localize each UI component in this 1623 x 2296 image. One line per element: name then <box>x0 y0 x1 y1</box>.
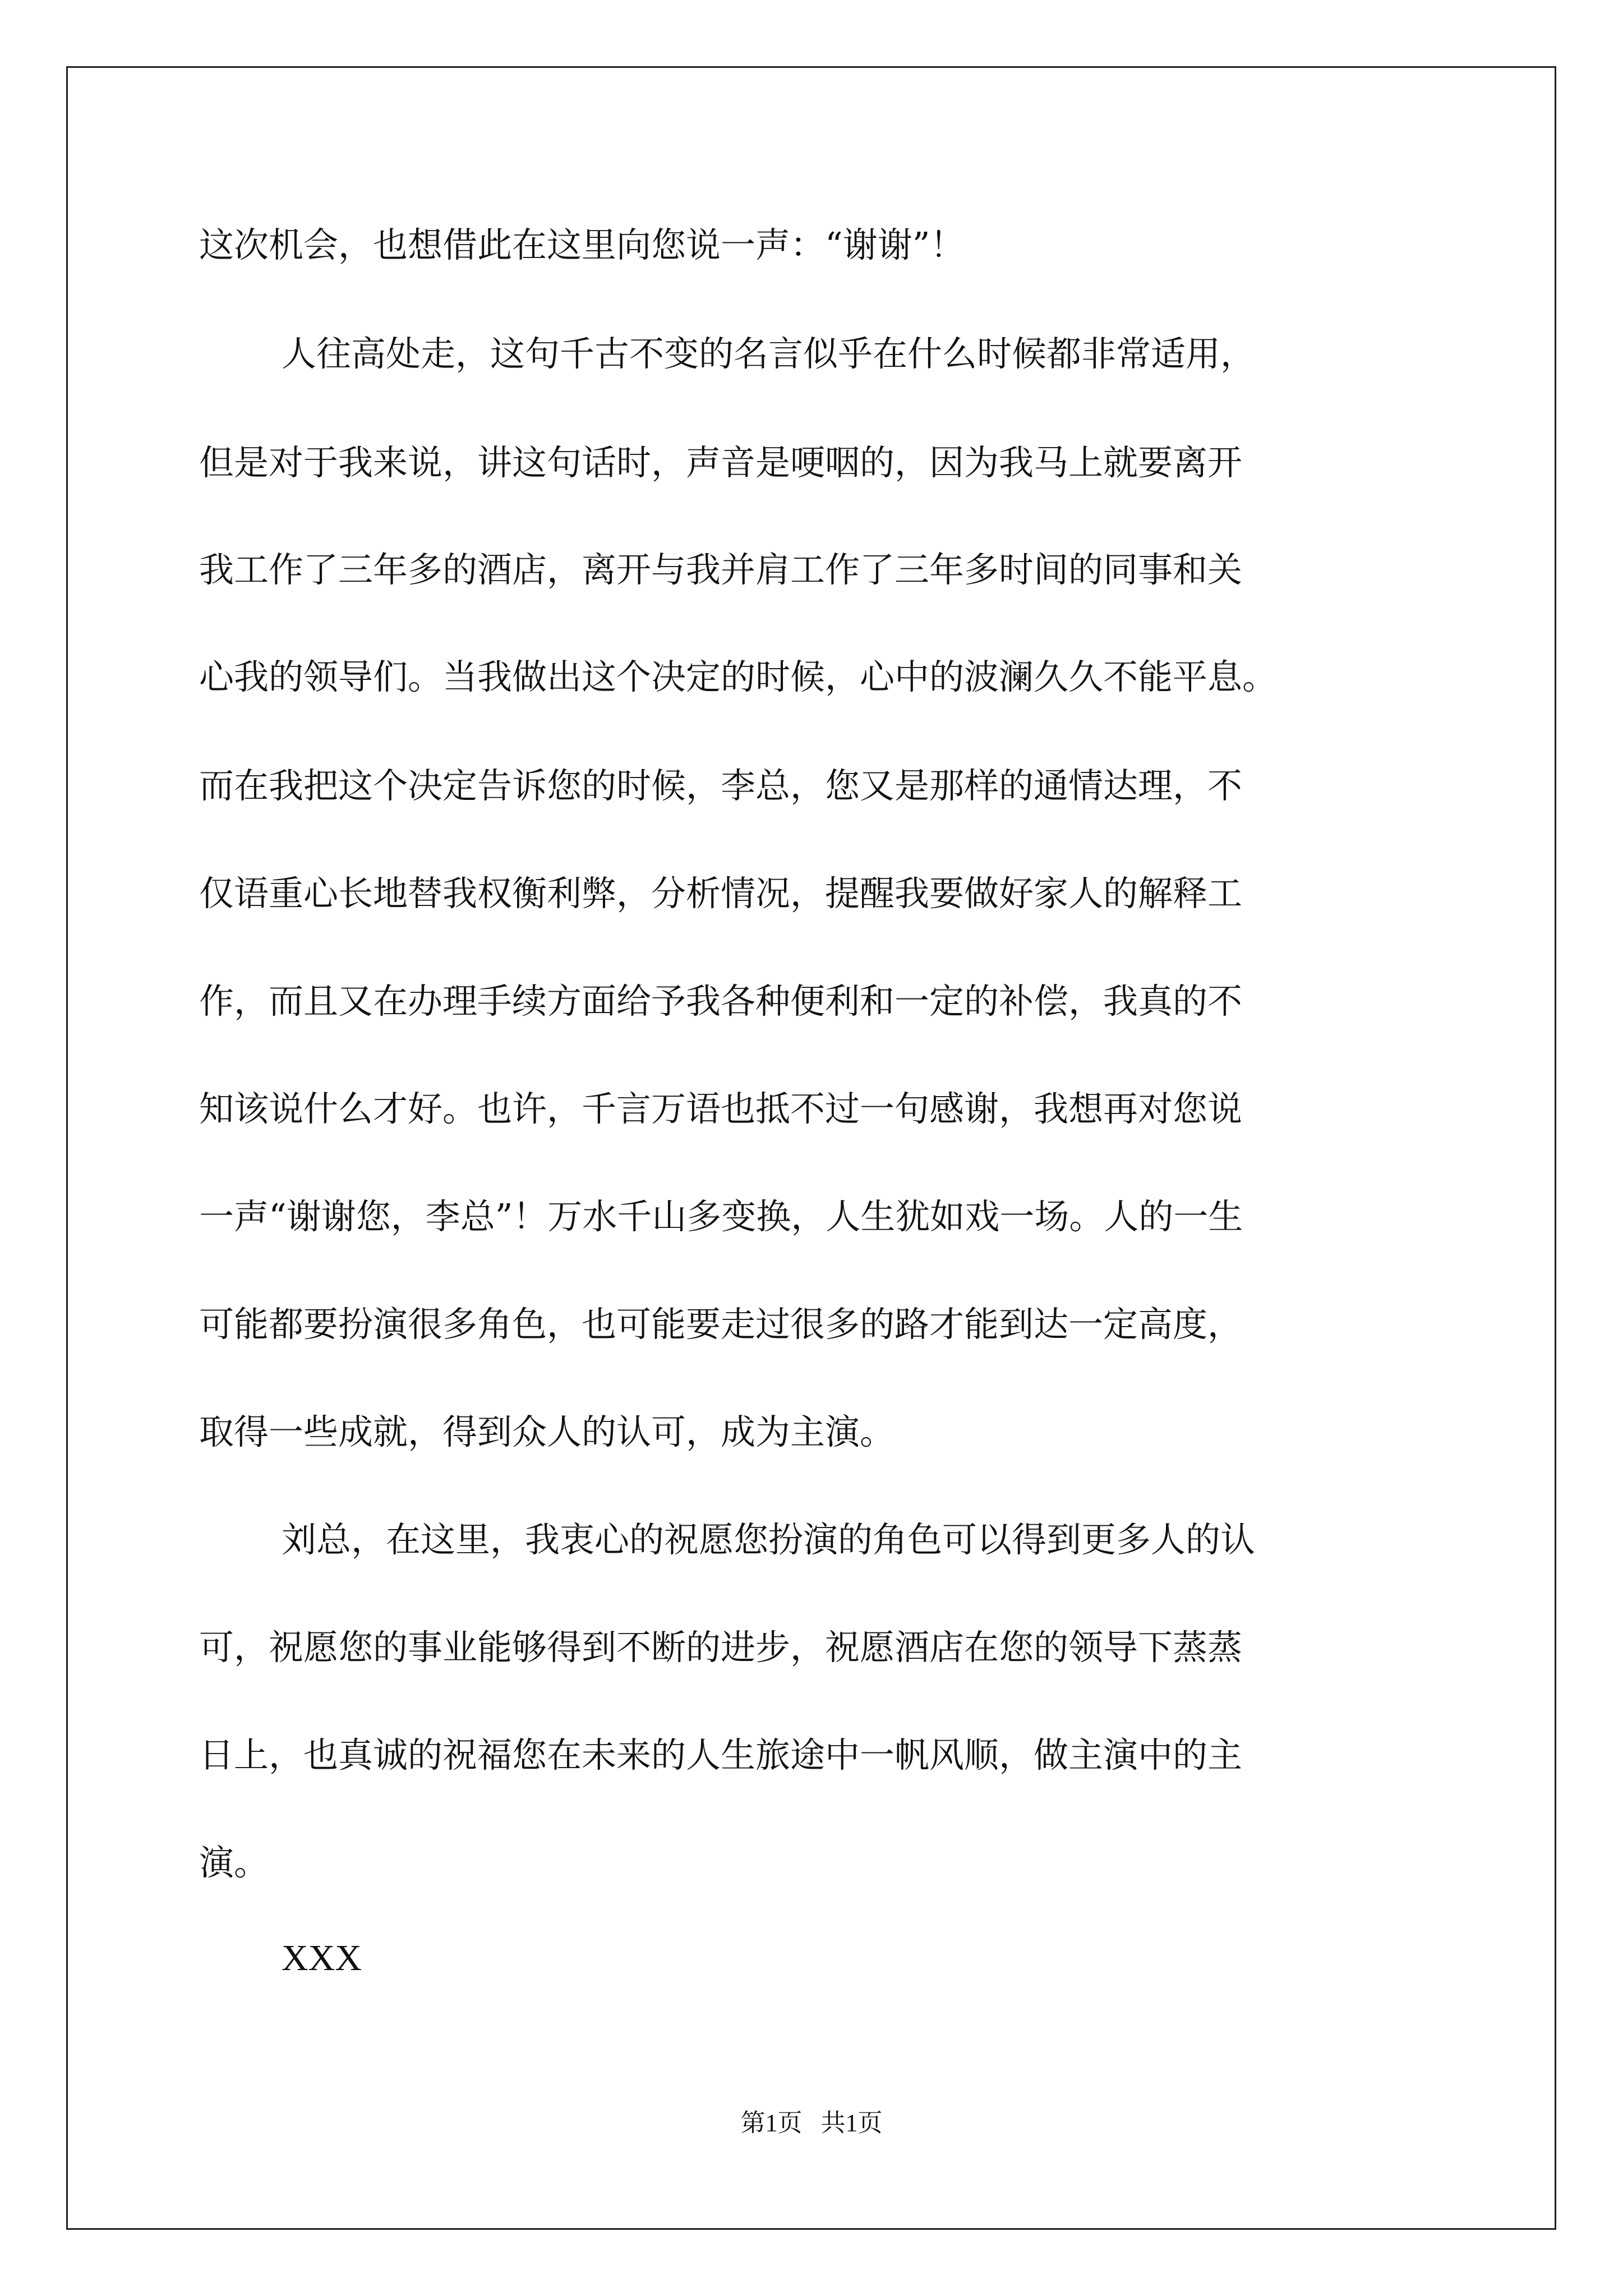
body-line-10: 一声“谢谢您，李总”！万水千山多变换，人生犹如戏一场。人的一生 <box>199 1196 1243 1237</box>
body-line-15: 日上，也真诚的祝福您在未来的人生旅途中一帆风顺，做主演中的主 <box>199 1734 1243 1775</box>
body-line-7: 仅语重心长地替我权衡利弊，分析情况，提醒我要做好家人的解释工 <box>199 873 1243 914</box>
body-line-6: 而在我把这个决定告诉您的时候，李总，您又是那样的通情达理，不 <box>199 765 1243 806</box>
body-line-14: 可，祝愿您的事业能够得到不断的进步，祝愿酒店在您的领导下蒸蒸 <box>199 1627 1243 1668</box>
body-line-16: 演。 <box>199 1842 269 1883</box>
body-line-2: 人往高处走，这句千古不变的名言似乎在什么时候都非常适用， <box>282 333 1256 374</box>
body-line-13: 刘总，在这里，我衷心的祝愿您扮演的角色可以得到更多人的认 <box>282 1519 1256 1560</box>
body-line-1: 这次机会，也想借此在这里向您说一声：“谢谢”！ <box>199 224 965 265</box>
body-line-12: 取得一些成就，得到众人的认可，成为主演。 <box>199 1411 895 1452</box>
body-line-9: 知该说什么才好。也许，千言万语也抵不过一句感谢，我想再对您说 <box>199 1088 1243 1129</box>
body-line-4: 我工作了三年多的酒店，离开与我并肩工作了三年多时间的同事和关 <box>199 549 1243 590</box>
page-number: 第1页 共1页 <box>740 2109 883 2137</box>
signature: XXX <box>282 1938 362 1978</box>
body-line-5: 心我的领导们。当我做出这个决定的时候，心中的波澜久久不能平息。 <box>199 656 1278 697</box>
body-line-3: 但是对于我来说，讲这句话时，声音是哽咽的，因为我马上就要离开 <box>199 442 1243 483</box>
page-border <box>66 66 1556 2230</box>
body-line-8: 作，而且又在办理手续方面给予我各种便利和一定的补偿，我真的不 <box>199 981 1243 1022</box>
body-line-11: 可能都要扮演很多角色，也可能要走过很多的路才能到达一定高度， <box>199 1304 1243 1345</box>
